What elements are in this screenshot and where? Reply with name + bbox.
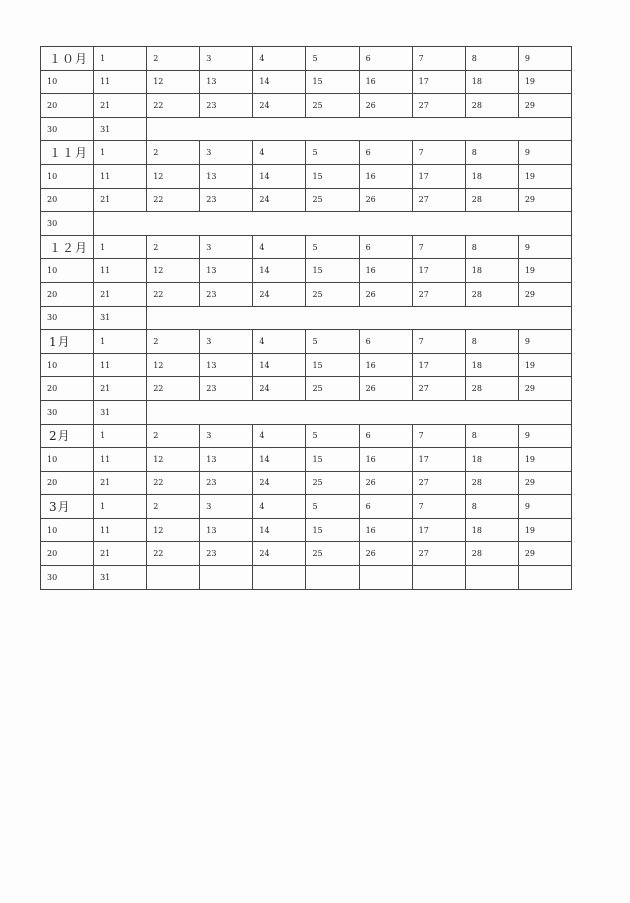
day-cell: 12 (147, 164, 200, 188)
day-cell: 10 (41, 70, 94, 94)
day-cell: 12 (147, 518, 200, 542)
day-cell: 12 (147, 448, 200, 472)
day-cell: 22 (147, 282, 200, 306)
day-cell: 23 (200, 471, 253, 495)
day-cell: 17 (412, 259, 465, 283)
day-cell: 15 (306, 164, 359, 188)
month-row (41, 117, 572, 141)
day-cell: 19 (518, 448, 571, 472)
day-cell: 11 (94, 518, 147, 542)
day-cell: 6 (359, 235, 412, 259)
day-cell: 5 (306, 235, 359, 259)
day-cell: 8 (465, 424, 518, 448)
day-cell: 29 (518, 188, 571, 212)
day-cell: 8 (465, 495, 518, 519)
month-row (41, 306, 572, 330)
day-cell: 2 (147, 235, 200, 259)
day-cell: 10 (41, 164, 94, 188)
month-row (41, 495, 572, 519)
day-cell: 7 (412, 424, 465, 448)
day-cell: 26 (359, 542, 412, 566)
day-cell: 21 (94, 282, 147, 306)
empty-cell (465, 566, 518, 590)
month-label: 3月 (41, 495, 94, 519)
day-cell: 15 (306, 518, 359, 542)
empty-merged-cell (147, 117, 572, 141)
day-cell: 25 (306, 188, 359, 212)
day-cell: 16 (359, 259, 412, 283)
day-cell: 26 (359, 282, 412, 306)
day-cell: 21 (94, 377, 147, 401)
day-cell: 5 (306, 141, 359, 165)
day-cell: 6 (359, 141, 412, 165)
day-cell: 20 (41, 94, 94, 118)
day-cell: 30 (41, 566, 94, 590)
day-cell: 22 (147, 542, 200, 566)
day-cell: 23 (200, 94, 253, 118)
day-cell: 4 (253, 495, 306, 519)
day-cell: 5 (306, 424, 359, 448)
day-cell: 27 (412, 377, 465, 401)
empty-merged-cell (147, 400, 572, 424)
month-row (41, 70, 572, 94)
day-cell: 30 (41, 117, 94, 141)
day-cell: 13 (200, 353, 253, 377)
day-cell: 16 (359, 164, 412, 188)
day-cell: 13 (200, 70, 253, 94)
day-cell: 4 (253, 235, 306, 259)
day-cell: 27 (412, 471, 465, 495)
day-cell: 21 (94, 471, 147, 495)
month-label: １１月 (41, 141, 94, 165)
day-cell: 15 (306, 259, 359, 283)
calendar-table (40, 46, 572, 590)
day-cell: 22 (147, 471, 200, 495)
empty-cell (306, 566, 359, 590)
month-row (41, 424, 572, 448)
day-cell: 24 (253, 377, 306, 401)
day-cell: 5 (306, 330, 359, 354)
month-row (41, 282, 572, 306)
day-cell: 7 (412, 141, 465, 165)
day-cell: 1 (94, 141, 147, 165)
day-cell: 9 (518, 330, 571, 354)
day-cell: 27 (412, 188, 465, 212)
day-cell: 25 (306, 94, 359, 118)
day-cell: 16 (359, 353, 412, 377)
day-cell: 24 (253, 94, 306, 118)
day-cell: 31 (94, 306, 147, 330)
day-cell: 1 (94, 424, 147, 448)
month-row (41, 353, 572, 377)
day-cell: 28 (465, 471, 518, 495)
day-cell: 25 (306, 282, 359, 306)
empty-cell (412, 566, 465, 590)
day-cell: 21 (94, 188, 147, 212)
empty-merged-cell (147, 306, 572, 330)
day-cell: 19 (518, 70, 571, 94)
day-cell: 30 (41, 306, 94, 330)
day-cell: 9 (518, 141, 571, 165)
day-cell: 3 (200, 47, 253, 71)
day-cell: 14 (253, 164, 306, 188)
day-cell: 22 (147, 377, 200, 401)
day-cell: 24 (253, 471, 306, 495)
empty-cell (200, 566, 253, 590)
day-cell: 8 (465, 330, 518, 354)
empty-cell (253, 566, 306, 590)
month-row (41, 400, 572, 424)
day-cell: 17 (412, 518, 465, 542)
day-cell: 9 (518, 47, 571, 71)
day-cell: 26 (359, 377, 412, 401)
day-cell: 6 (359, 330, 412, 354)
month-label: １０月 (41, 47, 94, 71)
month-row (41, 47, 572, 71)
day-cell: 18 (465, 259, 518, 283)
day-cell: 14 (253, 70, 306, 94)
day-cell: 14 (253, 353, 306, 377)
day-cell: 18 (465, 164, 518, 188)
day-cell: 7 (412, 47, 465, 71)
day-cell: 12 (147, 70, 200, 94)
day-cell: 27 (412, 94, 465, 118)
day-cell: 18 (465, 353, 518, 377)
day-cell: 29 (518, 377, 571, 401)
day-cell: 3 (200, 495, 253, 519)
month-row (41, 188, 572, 212)
day-cell: 1 (94, 495, 147, 519)
day-cell: 3 (200, 424, 253, 448)
day-cell: 26 (359, 471, 412, 495)
day-cell: 4 (253, 330, 306, 354)
day-cell: 28 (465, 94, 518, 118)
day-cell: 12 (147, 259, 200, 283)
day-cell: 14 (253, 259, 306, 283)
day-cell: 17 (412, 353, 465, 377)
day-cell: 17 (412, 448, 465, 472)
day-cell: 17 (412, 70, 465, 94)
month-label: １２月 (41, 235, 94, 259)
day-cell: 23 (200, 188, 253, 212)
day-cell: 3 (200, 330, 253, 354)
day-cell: 2 (147, 330, 200, 354)
day-cell: 19 (518, 164, 571, 188)
month-row (41, 164, 572, 188)
day-cell: 14 (253, 518, 306, 542)
day-cell: 14 (253, 448, 306, 472)
day-cell: 7 (412, 495, 465, 519)
month-row (41, 94, 572, 118)
day-cell: 19 (518, 518, 571, 542)
month-row (41, 542, 572, 566)
day-cell: 2 (147, 47, 200, 71)
day-cell: 8 (465, 235, 518, 259)
day-cell: 6 (359, 47, 412, 71)
day-cell: 29 (518, 471, 571, 495)
day-cell: 20 (41, 542, 94, 566)
day-cell: 19 (518, 353, 571, 377)
day-cell: 20 (41, 282, 94, 306)
month-label: 1月 (41, 330, 94, 354)
day-cell: 13 (200, 518, 253, 542)
day-cell: 13 (200, 259, 253, 283)
day-cell: 5 (306, 47, 359, 71)
month-row (41, 330, 572, 354)
day-cell: 5 (306, 495, 359, 519)
day-cell: 4 (253, 424, 306, 448)
day-cell: 28 (465, 377, 518, 401)
day-cell: 30 (41, 400, 94, 424)
day-cell: 31 (94, 117, 147, 141)
day-cell: 3 (200, 235, 253, 259)
day-cell: 8 (465, 141, 518, 165)
day-cell: 13 (200, 448, 253, 472)
day-cell: 7 (412, 330, 465, 354)
day-cell: 18 (465, 70, 518, 94)
day-cell: 26 (359, 188, 412, 212)
day-cell: 20 (41, 188, 94, 212)
empty-merged-cell (94, 212, 572, 236)
empty-cell (518, 566, 571, 590)
day-cell: 16 (359, 448, 412, 472)
day-cell: 11 (94, 259, 147, 283)
day-cell: 30 (41, 212, 94, 236)
day-cell: 20 (41, 377, 94, 401)
month-row (41, 448, 572, 472)
month-row (41, 259, 572, 283)
month-label: 2月 (41, 424, 94, 448)
day-cell: 20 (41, 471, 94, 495)
month-row (41, 377, 572, 401)
day-cell: 27 (412, 542, 465, 566)
day-cell: 9 (518, 495, 571, 519)
day-cell: 16 (359, 518, 412, 542)
day-cell: 4 (253, 141, 306, 165)
day-cell: 23 (200, 282, 253, 306)
month-row (41, 235, 572, 259)
day-cell: 25 (306, 377, 359, 401)
day-cell: 21 (94, 542, 147, 566)
day-cell: 11 (94, 448, 147, 472)
day-cell: 10 (41, 518, 94, 542)
day-cell: 6 (359, 495, 412, 519)
day-cell: 11 (94, 70, 147, 94)
day-cell: 9 (518, 424, 571, 448)
day-cell: 2 (147, 424, 200, 448)
day-cell: 28 (465, 188, 518, 212)
day-cell: 19 (518, 259, 571, 283)
day-cell: 6 (359, 424, 412, 448)
day-cell: 1 (94, 235, 147, 259)
day-cell: 11 (94, 353, 147, 377)
day-cell: 10 (41, 353, 94, 377)
day-cell: 31 (94, 400, 147, 424)
empty-cell (147, 566, 200, 590)
month-row (41, 471, 572, 495)
day-cell: 29 (518, 542, 571, 566)
day-cell: 11 (94, 164, 147, 188)
day-cell: 3 (200, 141, 253, 165)
day-cell: 23 (200, 377, 253, 401)
month-row (41, 518, 572, 542)
day-cell: 1 (94, 330, 147, 354)
day-cell: 4 (253, 47, 306, 71)
empty-cell (359, 566, 412, 590)
day-cell: 17 (412, 164, 465, 188)
day-cell: 13 (200, 164, 253, 188)
day-cell: 2 (147, 141, 200, 165)
day-cell: 23 (200, 542, 253, 566)
month-row (41, 566, 572, 590)
day-cell: 24 (253, 282, 306, 306)
month-row (41, 141, 572, 165)
day-cell: 2 (147, 495, 200, 519)
day-cell: 29 (518, 94, 571, 118)
day-cell: 10 (41, 259, 94, 283)
day-cell: 24 (253, 188, 306, 212)
day-cell: 15 (306, 448, 359, 472)
day-cell: 22 (147, 188, 200, 212)
day-cell: 22 (147, 94, 200, 118)
day-cell: 15 (306, 353, 359, 377)
day-cell: 7 (412, 235, 465, 259)
day-cell: 10 (41, 448, 94, 472)
day-cell: 27 (412, 282, 465, 306)
day-cell: 28 (465, 282, 518, 306)
day-cell: 8 (465, 47, 518, 71)
day-cell: 18 (465, 518, 518, 542)
month-row (41, 212, 572, 236)
day-cell: 28 (465, 542, 518, 566)
day-cell: 25 (306, 542, 359, 566)
day-cell: 25 (306, 471, 359, 495)
day-cell: 9 (518, 235, 571, 259)
day-cell: 31 (94, 566, 147, 590)
day-cell: 24 (253, 542, 306, 566)
day-cell: 16 (359, 70, 412, 94)
day-cell: 1 (94, 47, 147, 71)
day-cell: 26 (359, 94, 412, 118)
day-cell: 29 (518, 282, 571, 306)
day-cell: 15 (306, 70, 359, 94)
day-cell: 21 (94, 94, 147, 118)
day-cell: 18 (465, 448, 518, 472)
day-cell: 12 (147, 353, 200, 377)
